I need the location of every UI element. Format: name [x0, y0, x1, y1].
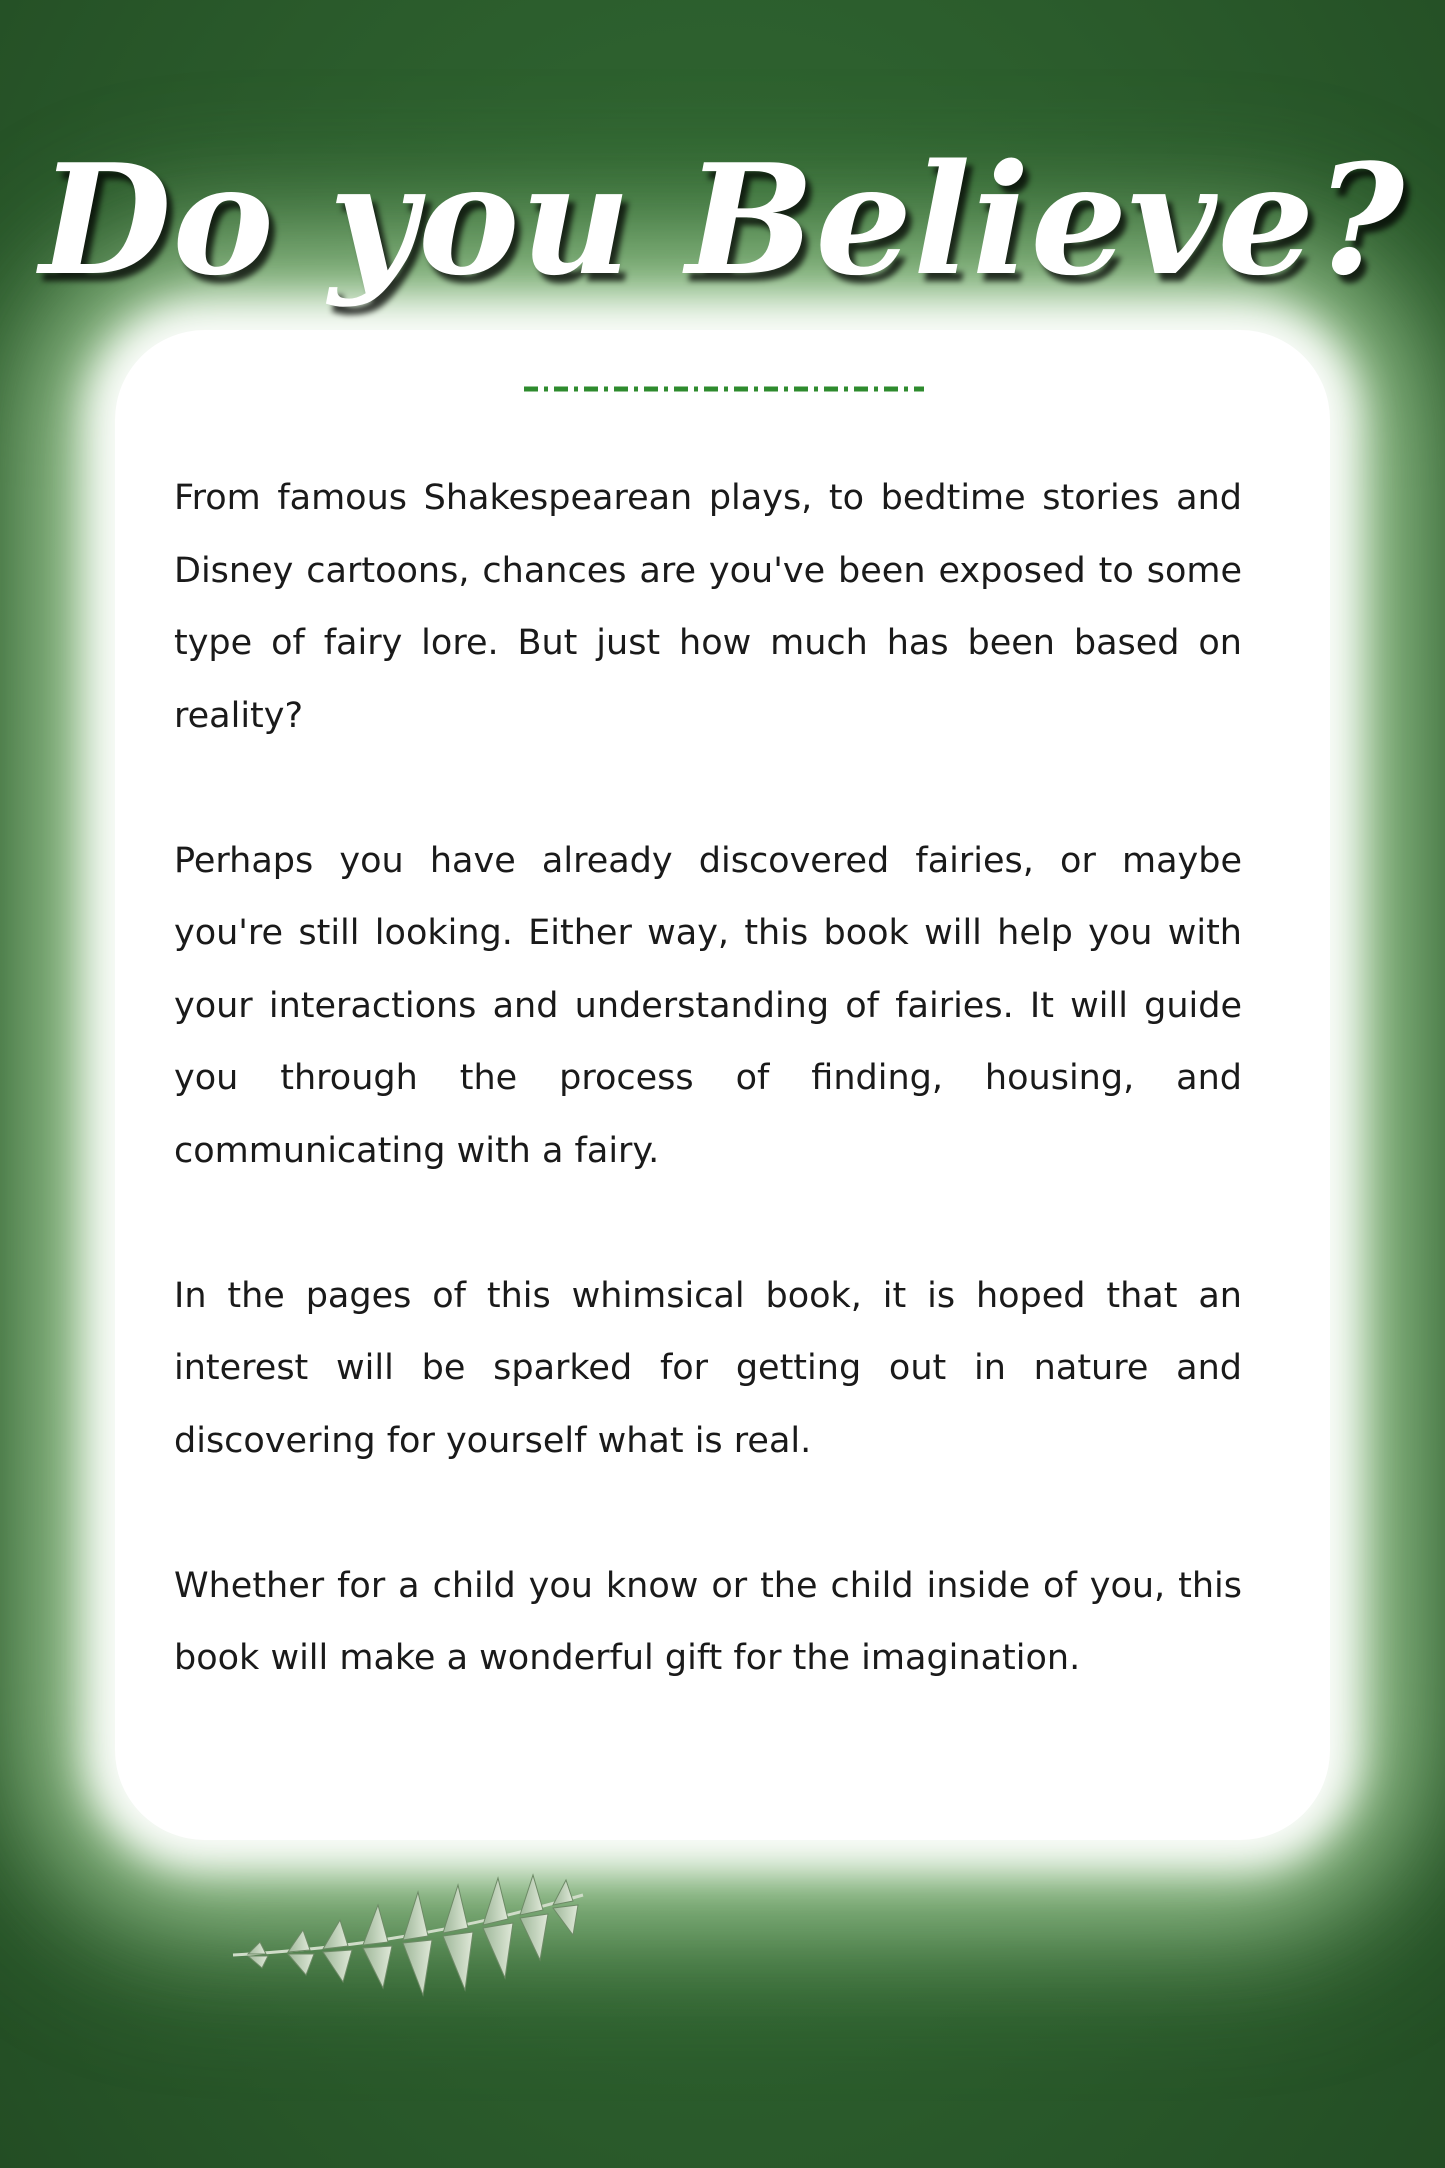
paragraph-1: From famous Shakespearean plays, to bedtime stories and Disney cartoons, chances are you've been exposed to some type of fairy lore. But just how much has been based on reality?	[174, 478, 1242, 736]
paragraph-3: In the pages of this whimsical book, it is hoped that an interest will be sparked for getting out in nature and discovering for yourself what is real.	[174, 1275, 1242, 1461]
body-text	[174, 462, 1242, 1767]
dashed-divider-icon	[524, 386, 924, 392]
paragraph-2: Perhaps you have already discovered fairies, or maybe you're still looking. Either way, this book will help you with your interactions and understanding of fairies. It will guide you through the process of finding, housing, and communicating with a fairy.	[174, 840, 1242, 1171]
fern-leaf-icon	[228, 1870, 598, 2010]
paragraph-4: Whether for a child you know or the child inside of you, this book will make a wonderful gift for the imagination.	[174, 1565, 1242, 1678]
page-title: Do you Believe?	[39, 130, 1406, 309]
